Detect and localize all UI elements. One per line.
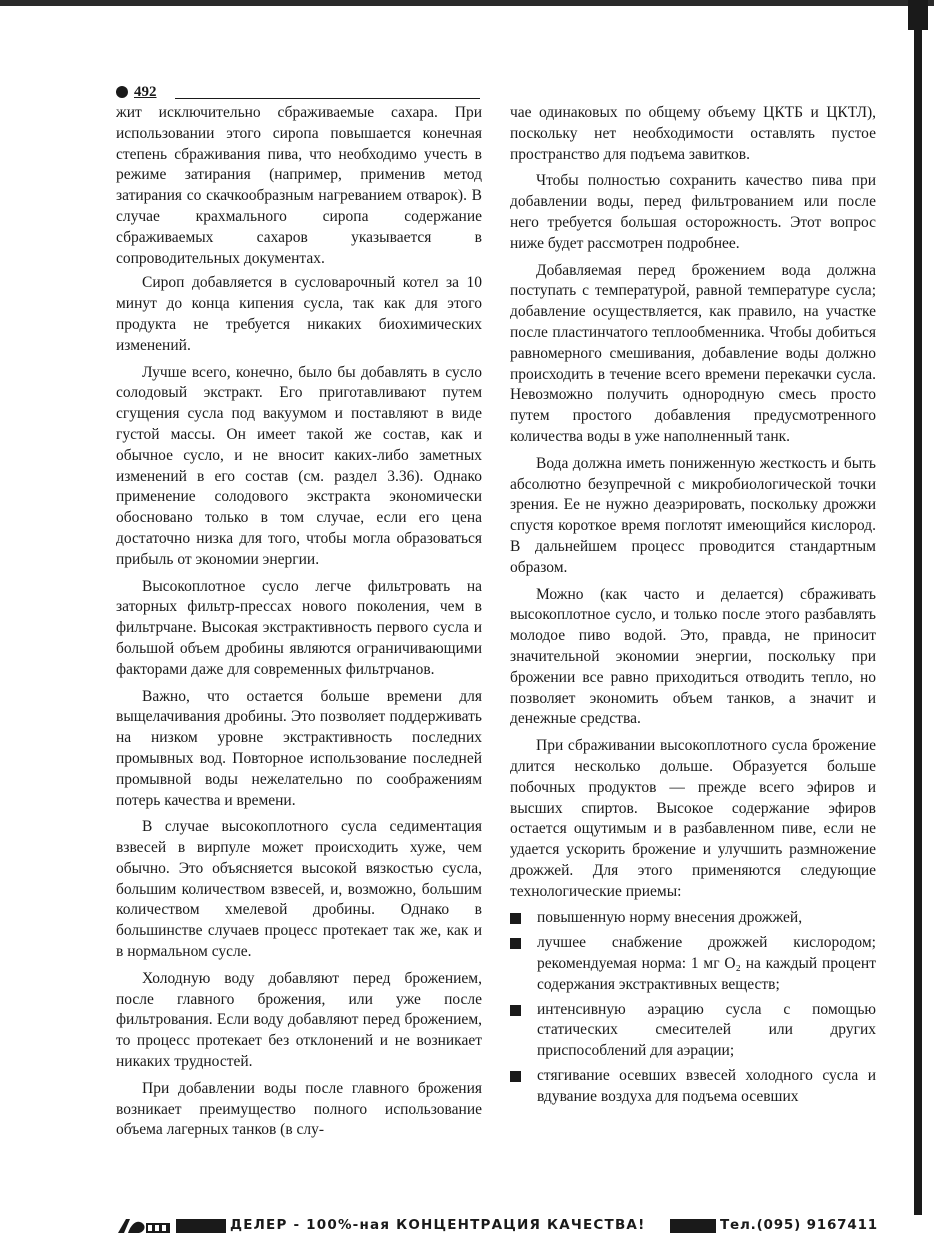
paragraph: Холодную воду добавляют перед брожением, после главного брожения, или уже после фильтрования. Если воду добавляют перед брожением, то процесс протекает без отклонений и не возникает никаких трудностей. [116, 969, 482, 1071]
square-bullet-icon [510, 938, 521, 949]
paragraph: Сироп добавляется в сусловарочный котел за 10 минут до конца кипения сусла, так как для этого продукта не требуется никаких биохимических изменений. [116, 274, 482, 354]
footer-phone: Тел.(095) 9167411 [720, 1217, 878, 1233]
page-number [116, 84, 157, 100]
page-number-dot-icon [116, 86, 128, 98]
paragraph: Вода должна иметь пониженную жесткость и быть абсолютно безупречной с микробиологической точки зрения. Ее не нужно деаэрировать, поскольку дрожжи спустя короткое время поглотят имеющийся кислород. В дальнейшем процесс проводится стандартным образом. [510, 454, 876, 576]
right-column [510, 103, 876, 1112]
footer-black-bar [670, 1219, 716, 1233]
scan-top-edge [0, 0, 934, 6]
scan-spine-shadow [914, 0, 922, 1215]
paragraph: Чтобы полностью сохранить качество пива при добавлении воды, перед фильтрованием или после него требуется большая осторожность. Этот вопрос ниже будет рассмотрен подробнее. [510, 172, 876, 252]
list-item [510, 908, 876, 929]
list-item-text: повышенную норму внесения дрожжей, [537, 909, 803, 927]
square-bullet-icon [510, 1071, 521, 1082]
page-number-text: 492 [134, 84, 157, 100]
footer-slogan: ДЕЛЕР - 100%-ная КОНЦЕНТРАЦИЯ КАЧЕСТВА! [230, 1217, 646, 1233]
list-item-text: лучшее снабжение дрожжей кислородом; рекомендуемая норма: 1 мг O₂ на каждый процент содержания экстрактивных веществ; [537, 934, 876, 993]
paragraph: В случае высокоплотного сусла седиментация взвесей в вирпуле может происходить хуже, чем обычно. Это объясняется высокой вязкостью сусла, большим количеством взвесей, и, возможно, большим количеством хмелевой дробины. Однако в большинстве случаев процесс протекает так же, как и в нормальном сусле. [116, 818, 482, 961]
bullet-list [510, 908, 876, 1107]
paragraph: Лучше всего, конечно, было бы добавлять в сусло солодовый экстракт. Его приготавливают путем сгущения сусла под вакуумом и поставляют в виде густой массы. Он имеет такой же состав, как и обычное сусло, и не вносит каких-либо заметных изменений в его состав (см. раздел 3.36). Однако применение солодового экстракта экономически обосновано только в том случае, если его цена достаточно низка для того, чтобы могла образоваться прибыль от экономии энергии. [116, 363, 482, 568]
paragraph: жит исключительно сбраживаемые сахара. При использовании этого сиропа повышается конечная степень сбраживания пива, что необходимо учесть в режиме затирания (например, применив метод затирания со скачкообразным нагреванием отварок). В случае крахмального сиропа содержание сбраживаемых сахаров указывается в сопроводительных документах. [116, 104, 482, 267]
paragraph: Высокоплотное сусло легче фильтровать на заторных фильтр-прессах нового поколения, чем в фильтрчане. Высокая экстрактивность первого сусла и большой объем дробины являются ограничивающими факторами даже для современных фильтрчанов. [116, 577, 482, 678]
publisher-logo-icon [116, 1215, 172, 1237]
footer-black-bar [176, 1219, 226, 1233]
paragraph: При добавлении воды после главного брожения возникает преимущество полного использование объема лагерных танков (в слу- [116, 1079, 482, 1139]
list-item [510, 1066, 876, 1108]
square-bullet-icon [510, 913, 521, 924]
paragraph: Можно (как часто и делается) сбраживать высокоплотное сусло, и только после этого разбавлять молодое пиво водой. Это, правда, не приносит значительной экономии энергии, поскольку при брожении все равно приходиться отводить тепло, но позволяет экономить объем танков, а значит и денежные средства. [510, 585, 876, 728]
paragraph: Добавляемая перед брожением вода должна поступать с температурой, равной температуре сусла; добавление осуществляется, как правило, на участке после пластинчатого теплообменника. Чтобы добиться равномерного смешивания, добавление воды должно происходить в течение всего времени перекачки сусла. Невозможно получить однородную смесь просто путем простого добавления предусмотренного количества воды в уже наполненный танк. [510, 261, 876, 445]
list-item [510, 1000, 876, 1062]
list-item-text: стягивание осевших взвесей холодного сусла и вдувание воздуха для подъема осевших [537, 1067, 876, 1105]
footer-banner [0, 1213, 934, 1239]
left-column [116, 103, 482, 1147]
list-item [510, 933, 876, 995]
paragraph: При сбраживании высокоплотного сусла брожение длится несколько дольше. Образуется больше побочных продуктов — прежде всего эфиров и высших спиртов. Высокое содержание эфиров остается ощутимым и в разбавленном пиве, если не удается ускорить брожение и улучшить размножение дрожжей. Для этого применяются следующие технологические приемы: [510, 737, 876, 900]
paragraph: Важно, что остается больше времени для выщелачивания дробины. Это позволяет поддерживать на низком уровне экстрактивность последних промывных вод. Повторное использование последней промывной воды нежелательно по соображениям потерь качества и времени. [116, 687, 482, 809]
paragraph: чае одинаковых по общему объему ЦКТБ и ЦКТЛ), поскольку нет необходимости оставлять пустое пространство для подъема завитков. [510, 104, 876, 163]
square-bullet-icon [510, 1005, 521, 1016]
header-rule [175, 98, 480, 99]
list-item-text: интенсивную аэрацию сусла с помощью статических смесителей или других приспособлений для аэрации; [537, 1000, 876, 1060]
